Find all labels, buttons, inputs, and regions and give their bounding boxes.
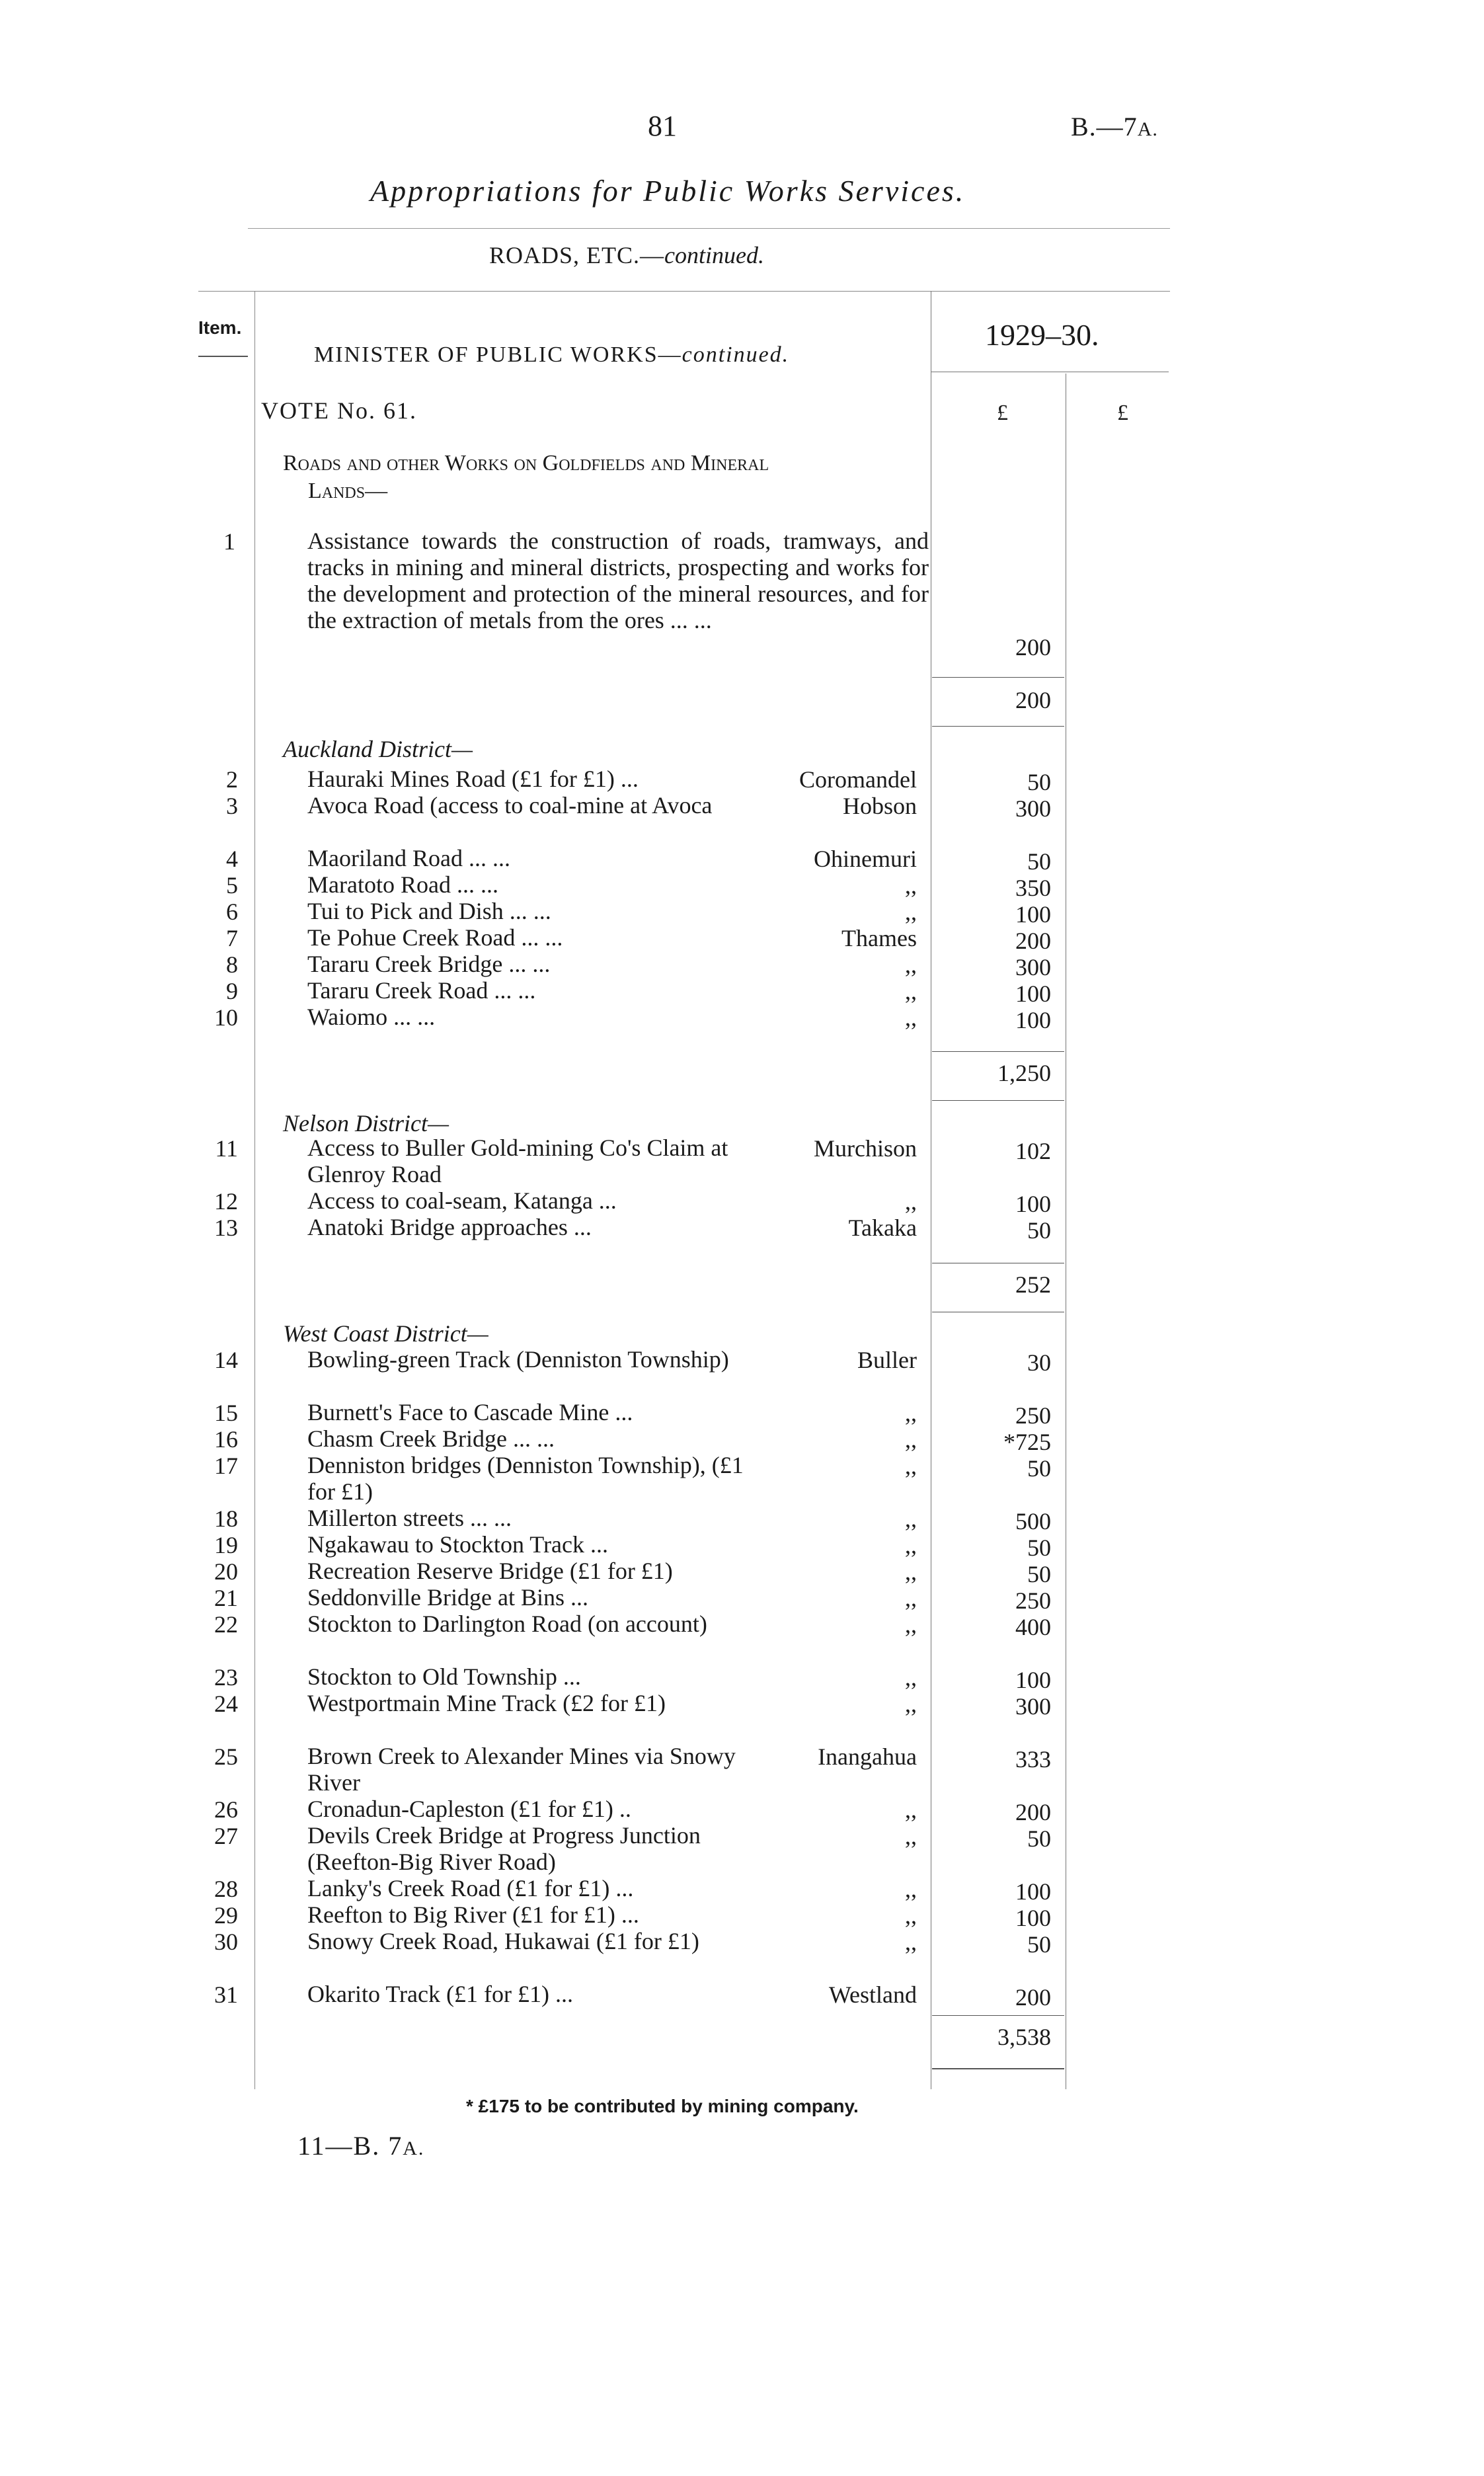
- item-locality: Murchison: [814, 1135, 917, 1162]
- item-description: Hauraki Mines Road (£1 for £1) ...: [307, 766, 639, 792]
- reference-suffix: A.: [1137, 118, 1158, 140]
- item-locality: ,,: [905, 1400, 917, 1426]
- item-locality: ,,: [905, 1823, 917, 1849]
- item-number: 19: [214, 1532, 238, 1558]
- item-number: 5: [226, 872, 238, 899]
- item-locality: ,,: [905, 1902, 917, 1929]
- item-amount: 250: [1015, 1587, 1051, 1614]
- item-number: 29: [214, 1902, 238, 1929]
- subtotal-rule: [932, 2015, 1064, 2016]
- item-description: Tararu Creek Bridge ... ...: [307, 951, 551, 977]
- item-description: Recreation Reserve Bridge (£1 for £1): [307, 1558, 673, 1584]
- goldfields-total: 200: [1015, 687, 1051, 713]
- item-number: 20: [214, 1558, 238, 1585]
- item-locality: ,,: [905, 1505, 917, 1532]
- item-description: Seddonville Bridge at Bins ...: [307, 1584, 588, 1611]
- item-locality: ,,: [905, 1876, 917, 1902]
- district-heading: Nelson District—: [283, 1110, 449, 1137]
- page-number: 81: [648, 110, 677, 142]
- item-amount: 50: [1027, 1931, 1051, 1958]
- item-description: Tararu Creek Road ... ...: [307, 977, 536, 1004]
- minister-continued: continued.: [682, 342, 790, 367]
- item-number: 24: [214, 1691, 238, 1717]
- item-locality: Buller: [857, 1347, 917, 1373]
- item-number: 3: [226, 793, 238, 819]
- item-description: Stockton to Darlington Road (on account): [307, 1611, 707, 1637]
- item-amount: 300: [1015, 954, 1051, 980]
- item-locality: ,,: [905, 1611, 917, 1638]
- item-locality: ,,: [905, 978, 917, 1004]
- item-locality: ,,: [905, 1453, 917, 1479]
- item-amount: 350: [1015, 875, 1051, 901]
- signature-suffix: A.: [403, 2137, 425, 2159]
- item-number: 18: [214, 1505, 238, 1532]
- pound-symbol-totals: £: [1117, 401, 1128, 425]
- district-total: 1,250: [997, 1060, 1051, 1086]
- goldfields-heading: [283, 450, 769, 505]
- item-locality: ,,: [905, 1691, 917, 1717]
- item-description: Maratoto Road ... ...: [307, 871, 498, 898]
- item-amount: 50: [1027, 1561, 1051, 1587]
- item-amount: 200: [1015, 634, 1051, 660]
- item-header-rule: [198, 356, 248, 357]
- item-amount: 50: [1027, 1455, 1051, 1482]
- item-locality: Thames: [841, 925, 917, 951]
- item-amount: 500: [1015, 1508, 1051, 1535]
- item-number: 27: [214, 1823, 238, 1849]
- subtotal-rule: [932, 1100, 1064, 1101]
- item-number: 11: [215, 1135, 238, 1162]
- item-amount: 100: [1015, 1905, 1051, 1931]
- item-number: 13: [214, 1215, 238, 1241]
- item-number: 15: [214, 1400, 238, 1426]
- item-description: Burnett's Face to Cascade Mine ...: [307, 1399, 633, 1425]
- reference-main: B.—7: [1071, 112, 1138, 141]
- item-amount: 400: [1015, 1614, 1051, 1640]
- item-description: Stockton to Old Township ...: [307, 1663, 581, 1690]
- item-description: Waiomo ... ...: [307, 1004, 436, 1030]
- item-number: 8: [226, 951, 238, 978]
- item-amount: 300: [1015, 1693, 1051, 1720]
- item-description: Brown Creek to Alexander Mines via Snowy River: [307, 1743, 736, 1796]
- item-amount: 100: [1015, 901, 1051, 928]
- item-description: Anatoki Bridge approaches ...: [307, 1214, 592, 1240]
- item-description: Devils Creek Bridge at Progress Junction (Reefton-Big River Road): [307, 1822, 701, 1875]
- item-number: 31: [214, 1981, 238, 2008]
- item-amount: 50: [1027, 1535, 1051, 1561]
- item-amount: 50: [1027, 769, 1051, 795]
- district-total: 252: [1015, 1271, 1051, 1298]
- grand-total-rule: [932, 2068, 1064, 2069]
- section-heading: [489, 241, 764, 269]
- item-amount: 100: [1015, 1667, 1051, 1693]
- section-continued: continued.: [664, 242, 764, 268]
- item-number: 22: [214, 1611, 238, 1638]
- item-amount: 333: [1015, 1746, 1051, 1773]
- item-amount: 50: [1027, 1825, 1051, 1852]
- item-description: Assistance towards the construction of roads, tramways, and tracks in mining and mineral districts, prospecting and works for the development and protection of the mineral resources, and for the extraction of metals from the ores ... ...: [307, 528, 929, 633]
- item-number: 30: [214, 1929, 238, 1955]
- item-description: Chasm Creek Bridge ... ...: [307, 1425, 555, 1452]
- item-amount: 102: [1015, 1138, 1051, 1164]
- item-amount: *725: [1003, 1429, 1051, 1455]
- item-locality: ,,: [905, 1929, 917, 1955]
- item-locality: ,,: [905, 1004, 917, 1031]
- item-description: Access to Buller Gold-mining Co's Claim at Glenroy Road: [307, 1135, 728, 1187]
- item-amount: 300: [1015, 795, 1051, 822]
- item-amount: 200: [1015, 1984, 1051, 2011]
- item-number: 25: [214, 1743, 238, 1770]
- item-description: Ngakawau to Stockton Track ...: [307, 1531, 608, 1558]
- signature-main: 11—B. 7: [297, 2131, 403, 2161]
- item-number: 2: [226, 766, 238, 793]
- item-locality: ,,: [905, 899, 917, 925]
- printer-signature: [297, 2130, 424, 2161]
- item-amount: 100: [1015, 980, 1051, 1007]
- item-description: Access to coal-seam, Katanga ...: [307, 1187, 617, 1214]
- item-number: 16: [214, 1426, 238, 1453]
- item-description: Reefton to Big River (£1 for £1) ...: [307, 1901, 639, 1928]
- item-column-divider: [254, 291, 255, 2089]
- item-amount: 100: [1015, 1878, 1051, 1905]
- subtotal-rule: [932, 726, 1064, 727]
- item-amount: 50: [1027, 1217, 1051, 1244]
- item-number: 14: [214, 1347, 238, 1373]
- item-description: Cronadun-Capleston (£1 for £1) ..: [307, 1796, 631, 1822]
- district-total: 3,538: [997, 2024, 1051, 2050]
- item-amount: 30: [1027, 1349, 1051, 1376]
- document-reference: [1071, 111, 1158, 142]
- item-locality: Hobson: [842, 793, 917, 819]
- item-number: 1: [223, 528, 235, 555]
- subtotal-rule: [932, 677, 1064, 678]
- item-amount: 100: [1015, 1191, 1051, 1217]
- district-heading: Auckland District—: [283, 736, 473, 762]
- item-locality: ,,: [905, 1426, 917, 1453]
- item-description: Lanky's Creek Road (£1 for £1) ...: [307, 1875, 634, 1901]
- item-locality: ,,: [905, 1585, 917, 1611]
- item-number: 23: [214, 1664, 238, 1691]
- item-description: Denniston bridges (Denniston Township), (£1 for £1): [307, 1452, 744, 1505]
- item-description: Te Pohue Creek Road ... ...: [307, 924, 563, 951]
- item-number: 17: [214, 1453, 238, 1479]
- item-locality: ,,: [905, 1664, 917, 1691]
- item-locality: ,,: [905, 872, 917, 899]
- item-locality: ,,: [905, 1558, 917, 1585]
- item-number: 4: [226, 846, 238, 872]
- item-number: 21: [214, 1585, 238, 1611]
- minister-name: MINISTER OF PUBLIC WORKS—: [314, 342, 682, 367]
- item-number: 9: [226, 978, 238, 1004]
- item-amount: 50: [1027, 848, 1051, 875]
- item-locality: ,,: [905, 951, 917, 978]
- item-amount: 200: [1015, 928, 1051, 954]
- page-title: Appropriations for Public Works Services.: [370, 174, 966, 208]
- item-description: Westportmain Mine Track (£2 for £1): [307, 1690, 666, 1716]
- item-column-header: Item.: [198, 317, 242, 338]
- item-number: 12: [214, 1188, 238, 1215]
- item-locality: ,,: [905, 1532, 917, 1558]
- item-description: Tui to Pick and Dish ... ...: [307, 898, 551, 924]
- item-description: Snowy Creek Road, Hukawai (£1 for £1): [307, 1928, 699, 1954]
- goldfields-heading-line2: Lands—: [308, 479, 388, 503]
- item-locality: Takaka: [848, 1215, 917, 1241]
- item-number: 6: [226, 899, 238, 925]
- item-locality: ,,: [905, 1796, 917, 1823]
- subtotal-rule: [932, 1051, 1064, 1052]
- item-locality: Inangahua: [818, 1743, 917, 1770]
- pound-symbol-items: £: [997, 401, 1008, 425]
- item-number: 7: [226, 925, 238, 951]
- goldfields-heading-line1: Roads and other Works on Goldfields and Mineral: [283, 451, 769, 475]
- item-locality: Westland: [828, 1981, 917, 2008]
- table-top-rule: [198, 291, 1170, 292]
- item-locality: Coromandel: [799, 766, 917, 793]
- item-amount: 200: [1015, 1799, 1051, 1825]
- item-amount: 250: [1015, 1402, 1051, 1429]
- item-description: Millerton streets ... ...: [307, 1505, 512, 1531]
- year-header: 1929–30.: [985, 318, 1099, 352]
- item-number: 10: [214, 1004, 238, 1031]
- item-amount: 100: [1015, 1007, 1051, 1033]
- item-description: Maoriland Road ... ...: [307, 845, 510, 871]
- district-heading: West Coast District—: [283, 1320, 488, 1347]
- vote-number: VOTE No. 61.: [261, 397, 417, 424]
- item-locality: Ohinemuri: [814, 846, 917, 872]
- section-name: ROADS, ETC.—: [489, 242, 665, 268]
- item-description: Avoca Road (access to coal-mine at Avoca: [307, 792, 713, 819]
- title-rule: [248, 228, 1170, 229]
- item-number: 28: [214, 1876, 238, 1902]
- footnote: * £175 to be contributed by mining company.: [466, 2096, 859, 2116]
- item-description: Okarito Track (£1 for £1) ...: [307, 1981, 573, 2007]
- item-number: 26: [214, 1796, 238, 1823]
- minister-heading: [314, 342, 789, 368]
- item-description: Bowling-green Track (Denniston Township): [307, 1346, 729, 1373]
- item-locality: ,,: [905, 1188, 917, 1215]
